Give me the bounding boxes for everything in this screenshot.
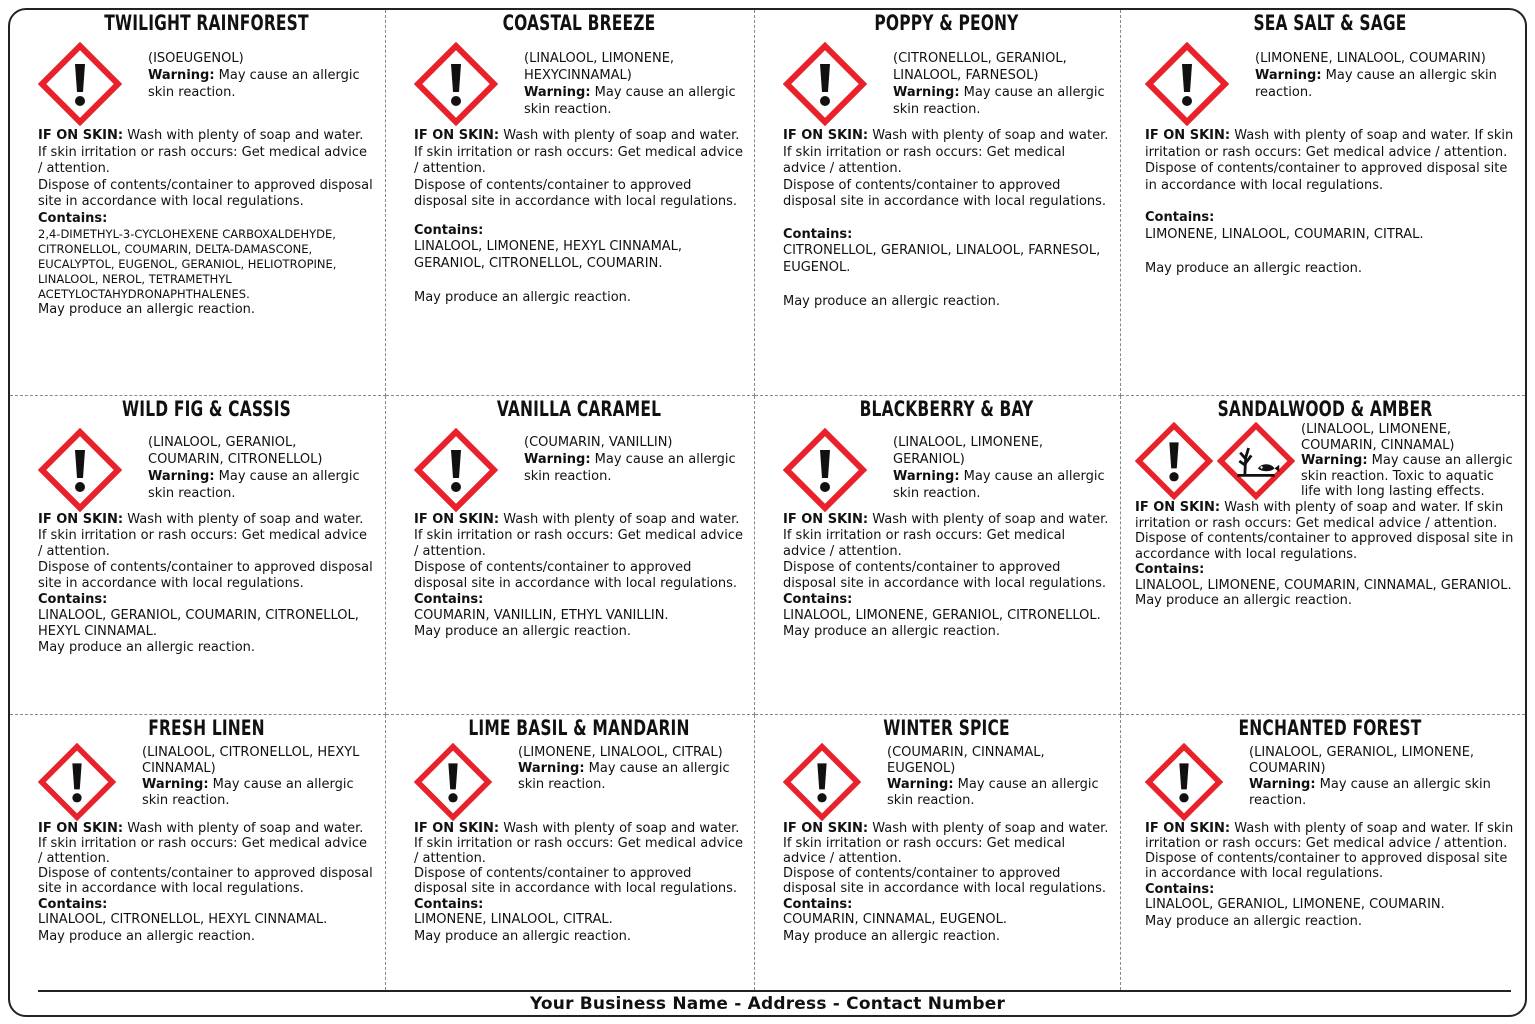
warning-label: Warning:	[893, 85, 960, 100]
label-body	[38, 128, 375, 319]
label-header	[783, 42, 1110, 126]
label-body	[1135, 500, 1515, 609]
warning-label: Warning:	[148, 469, 215, 484]
allergen-list: (LINALOOL, CITRONELLOL, HEXYL CINNAMAL)	[142, 745, 360, 776]
if-on-skin-label: IF ON SKIN:	[783, 512, 869, 527]
warning-label: Warning:	[148, 68, 215, 83]
label-body	[414, 821, 744, 944]
if-on-skin-statement	[414, 128, 744, 178]
if-on-skin-text: Wash with plenty of soap and water. If skin irritation or rash occurs: Get medical advice / attention.	[414, 821, 743, 866]
warning-statement	[1249, 777, 1515, 809]
allergen-list: (ISOEUGENOL)	[148, 51, 244, 66]
ghs-environment-hazard-icon	[1217, 422, 1295, 500]
warning-text: May cause an allergic skin reaction.	[148, 469, 360, 501]
label-sheet	[8, 8, 1527, 1017]
contains-list: LINALOOL, LIMONENE, COUMARIN, CINNAMAL, GERANIOL.	[1135, 577, 1512, 593]
allergic-reaction-note: May produce an allergic reaction.	[1135, 593, 1353, 608]
if-on-skin-statement	[38, 821, 375, 866]
contains-label: Contains:	[38, 210, 108, 226]
if-on-skin-text: Wash with plenty of soap and water. If skin irritation or rash occurs: Get medical advice / attention.	[38, 128, 367, 176]
contains-list: LINALOOL, GERANIOL, LIMONENE, COUMARIN.	[1145, 897, 1445, 912]
disposal-statement: Dispose of contents/container to approved disposal site in accordance with local regulations.	[38, 866, 373, 896]
disposal-statement: Dispose of contents/container to approved disposal site in accordance with local regulations.	[414, 177, 738, 209]
contains-list: LINALOOL, LIMONENE, HEXYL CINNAMAL, GERANIOL, CITRONELLOL, COUMARIN.	[414, 239, 683, 271]
contains-label: Contains:	[1145, 882, 1215, 897]
fragrance-label-7	[755, 396, 1121, 715]
if-on-skin-statement	[38, 512, 375, 560]
if-on-skin-statement	[1135, 500, 1515, 531]
fragrance-label-12	[1121, 715, 1525, 990]
fragrance-label-2	[386, 10, 755, 396]
disposal-statement: Dispose of contents/container to approved disposal site in accordance with local regulations.	[1145, 161, 1508, 193]
if-on-skin-statement	[1145, 821, 1515, 851]
ghs-exclamation-mark-icon	[1145, 743, 1223, 821]
if-on-skin-statement	[414, 512, 744, 560]
label-header	[1145, 743, 1515, 821]
hazard-pictograms	[38, 42, 122, 126]
warning-label: Warning:	[518, 761, 585, 776]
label-grid	[10, 10, 1525, 990]
hazard-statement	[524, 428, 744, 485]
hazard-pictograms	[414, 743, 492, 821]
if-on-skin-label: IF ON SKIN:	[1135, 500, 1221, 515]
contains-label: Contains:	[414, 222, 484, 238]
ghs-exclamation-mark-icon	[414, 743, 492, 821]
hazard-statement	[893, 428, 1110, 502]
if-on-skin-label: IF ON SKIN:	[38, 512, 124, 527]
label-body	[38, 512, 375, 656]
fragrance-label-8	[1121, 396, 1525, 715]
allergic-reaction-note: May produce an allergic reaction.	[1145, 914, 1363, 929]
label-body	[783, 512, 1110, 640]
ghs-exclamation-mark-icon	[1135, 422, 1213, 500]
if-on-skin-label: IF ON SKIN:	[783, 821, 869, 836]
if-on-skin-text: Wash with plenty of soap and water. If skin irritation or rash occurs: Get medical advice / attention.	[783, 821, 1109, 866]
hazard-statement	[1255, 42, 1515, 101]
label-title: TWILIGHT RAINFOREST	[104, 11, 309, 35]
allergen-list: (LIMONENE, LINALOOL, CITRAL)	[518, 745, 723, 760]
ghs-exclamation-mark-icon	[38, 42, 122, 126]
allergen-list: (CITRONELLOL, GERANIOL, LINALOOL, FARNESOL)	[893, 51, 1067, 83]
disposal-statement: Dispose of contents/container to approved disposal site in accordance with local regulations.	[38, 177, 373, 209]
label-body	[414, 128, 744, 307]
ghs-exclamation-mark-icon	[783, 428, 867, 512]
warning-statement	[887, 777, 1110, 809]
contains-label: Contains:	[1145, 210, 1215, 225]
label-title: VANILLA CARAMEL	[496, 397, 662, 421]
hazard-pictograms	[1135, 422, 1295, 500]
warning-label: Warning:	[524, 85, 591, 100]
label-title: ENCHANTED FOREST	[1238, 716, 1422, 740]
if-on-skin-statement	[783, 128, 1110, 178]
if-on-skin-statement	[1145, 128, 1515, 161]
if-on-skin-label: IF ON SKIN:	[414, 821, 500, 836]
allergic-reaction-note: May produce an allergic reaction.	[414, 290, 632, 305]
hazard-statement	[518, 743, 744, 793]
label-header	[38, 42, 375, 126]
hazard-statement	[148, 428, 375, 502]
if-on-skin-statement	[414, 821, 744, 866]
allergic-reaction-note: May produce an allergic reaction.	[1145, 261, 1363, 276]
warning-statement	[524, 84, 744, 118]
if-on-skin-text: Wash with plenty of soap and water. If skin irritation or rash occurs: Get medical advice / attention.	[38, 821, 367, 866]
label-header	[1135, 422, 1515, 500]
contains-list: LINALOOL, GERANIOL, COUMARIN, CITRONELLOL, HEXYL CINNAMAL.	[38, 608, 359, 639]
fragrance-label-9	[10, 715, 386, 990]
contains-list: CITRONELLOL, GERANIOL, LINALOOL, FARNESOL, EUGENOL.	[783, 243, 1101, 275]
allergen-list: (COUMARIN, CINNAMAL, EUGENOL)	[887, 745, 1045, 776]
label-header	[414, 743, 744, 821]
allergen-list: (LIMONENE, LINALOOL, COUMARIN)	[1255, 51, 1486, 66]
if-on-skin-label: IF ON SKIN:	[1145, 128, 1231, 143]
disposal-statement: Dispose of contents/container to approved disposal site in accordance with local regulations.	[38, 560, 373, 591]
allergic-reaction-note: May produce an allergic reaction.	[783, 929, 1001, 944]
label-body	[38, 821, 375, 944]
allergic-reaction-note: May produce an allergic reaction.	[783, 624, 1001, 639]
contains-list: COUMARIN, CINNAMAL, EUGENOL.	[783, 912, 1008, 927]
allergic-reaction-note: May produce an allergic reaction.	[38, 640, 256, 655]
disposal-statement: Dispose of contents/container to approved disposal site in accordance with local regulations.	[414, 866, 738, 896]
label-header	[38, 743, 375, 821]
if-on-skin-statement	[783, 512, 1110, 560]
contains-list: COUMARIN, VANILLIN, ETHYL VANILLIN.	[414, 608, 669, 623]
label-title: LIME BASIL & MANDARIN	[468, 716, 690, 740]
hazard-statement	[1249, 743, 1515, 809]
warning-label: Warning:	[893, 469, 960, 484]
fragrance-label-10	[386, 715, 755, 990]
if-on-skin-label: IF ON SKIN:	[1145, 821, 1231, 836]
ghs-exclamation-mark-icon	[38, 428, 122, 512]
hazard-statement	[524, 42, 744, 118]
label-header	[1145, 42, 1515, 126]
hazard-statement	[893, 42, 1110, 118]
disposal-statement: Dispose of contents/container to approved disposal site in accordance with local regulations.	[783, 560, 1107, 591]
warning-label: Warning:	[887, 777, 954, 792]
contains-label: Contains:	[414, 592, 484, 607]
contains-list: LINALOOL, CITRONELLOL, HEXYL CINNAMAL.	[38, 912, 328, 927]
label-title: WINTER SPICE	[883, 716, 1010, 740]
allergic-reaction-note: May produce an allergic reaction.	[414, 624, 632, 639]
fragrance-label-6	[386, 396, 755, 715]
fragrance-label-3	[755, 10, 1121, 396]
hazard-pictograms	[783, 42, 867, 126]
contains-label: Contains:	[38, 592, 108, 607]
if-on-skin-statement	[783, 821, 1110, 866]
disposal-statement: Dispose of contents/container to approved disposal site in accordance with local regulations.	[1145, 851, 1508, 881]
warning-text: May cause an allergic skin reaction.	[524, 452, 736, 484]
if-on-skin-statement	[38, 128, 375, 178]
hazard-pictograms	[414, 42, 498, 126]
warning-label: Warning:	[142, 777, 209, 792]
warning-text: May cause an allergic skin reaction.	[524, 85, 736, 117]
hazard-pictograms	[1145, 42, 1229, 126]
if-on-skin-text: Wash with plenty of soap and water. If skin irritation or rash occurs: Get medical advice / attention.	[1145, 128, 1514, 160]
contains-label: Contains:	[783, 226, 853, 242]
hazard-pictograms	[1145, 743, 1223, 821]
hazard-statement	[142, 743, 375, 809]
disposal-statement: Dispose of contents/container to approved disposal site in accordance with local regulations.	[1135, 531, 1514, 562]
ghs-exclamation-mark-icon	[414, 428, 498, 512]
ghs-exclamation-mark-icon	[783, 743, 861, 821]
ghs-exclamation-mark-icon	[38, 743, 116, 821]
footer-divider	[38, 990, 1511, 992]
disposal-statement: Dispose of contents/container to approved disposal site in accordance with local regulations.	[783, 866, 1107, 896]
warning-text: May cause an allergic skin reaction.	[893, 469, 1105, 501]
if-on-skin-label: IF ON SKIN:	[38, 821, 124, 836]
contains-list: LIMONENE, LINALOOL, COUMARIN, CITRAL.	[1145, 226, 1424, 242]
fragrance-label-5	[10, 396, 386, 715]
warning-statement	[142, 777, 375, 809]
warning-statement	[1301, 453, 1515, 500]
hazard-pictograms	[783, 428, 867, 512]
label-body	[783, 821, 1110, 944]
allergic-reaction-note: May produce an allergic reaction.	[38, 302, 256, 317]
business-footer: Your Business Name - Address - Contact Number	[529, 994, 1006, 1014]
label-title: WILD FIG & CASSIS	[122, 397, 291, 421]
hazard-pictograms	[783, 743, 861, 821]
hazard-statement	[1301, 422, 1515, 500]
contains-label: Contains:	[783, 897, 853, 912]
allergen-list: (LINALOOL, GERANIOL, LIMONENE, COUMARIN)	[1249, 745, 1475, 776]
warning-text: May cause an allergic skin reaction.	[1255, 68, 1497, 100]
hazard-pictograms	[38, 428, 122, 512]
label-header	[414, 428, 744, 512]
hazard-statement	[887, 743, 1110, 809]
warning-label: Warning:	[1301, 453, 1368, 468]
if-on-skin-text: Wash with plenty of soap and water. If skin irritation or rash occurs: Get medical advice / attention.	[1135, 500, 1504, 531]
hazard-pictograms	[414, 428, 498, 512]
label-header	[783, 743, 1110, 821]
fragrance-label-4	[1121, 10, 1525, 396]
label-header	[38, 428, 375, 512]
label-title: SEA SALT & SAGE	[1253, 11, 1407, 35]
allergen-list: (LINALOOL, LIMONENE, GERANIOL)	[893, 435, 1044, 467]
ghs-exclamation-mark-icon	[1145, 42, 1229, 126]
fragrance-label-1	[10, 10, 386, 396]
warning-label: Warning:	[1255, 68, 1322, 83]
if-on-skin-text: Wash with plenty of soap and water. If skin irritation or rash occurs: Get medical advice / attention.	[414, 512, 743, 559]
ghs-exclamation-mark-icon	[414, 42, 498, 126]
contains-label: Contains:	[783, 592, 853, 607]
contains-list: LINALOOL, LIMONENE, GERANIOL, CITRONELLOL.	[783, 608, 1101, 623]
allergen-list: (COUMARIN, VANILLIN)	[524, 435, 673, 450]
warning-statement	[893, 84, 1110, 118]
contains-label: Contains:	[414, 897, 484, 912]
contains-label: Contains:	[1135, 562, 1205, 577]
warning-text: May cause an allergic skin reaction. Toxic to aquatic life with long lasting effects.	[1301, 453, 1513, 499]
warning-text: May cause an allergic skin reaction.	[142, 777, 354, 808]
label-body	[783, 128, 1110, 311]
label-body	[1145, 821, 1515, 929]
label-header	[414, 42, 744, 126]
if-on-skin-label: IF ON SKIN:	[783, 128, 869, 143]
allergic-reaction-note: May produce an allergic reaction.	[414, 929, 632, 944]
warning-statement	[148, 468, 375, 502]
warning-statement	[524, 451, 744, 485]
warning-text: May cause an allergic skin reaction.	[148, 68, 360, 100]
warning-text: May cause an allergic skin reaction.	[887, 777, 1099, 808]
label-title: COASTAL BREEZE	[502, 11, 656, 35]
disposal-statement: Dispose of contents/container to approved disposal site in accordance with local regulations.	[414, 560, 738, 591]
if-on-skin-label: IF ON SKIN:	[38, 128, 124, 143]
warning-text: May cause an allergic skin reaction.	[1249, 777, 1491, 808]
if-on-skin-label: IF ON SKIN:	[414, 512, 500, 527]
warning-statement	[148, 67, 375, 101]
label-title: SANDALWOOD & AMBER	[1217, 397, 1433, 421]
warning-statement	[518, 761, 744, 793]
label-title: FRESH LINEN	[148, 716, 265, 740]
if-on-skin-text: Wash with plenty of soap and water. If skin irritation or rash occurs: Get medical advice / attention.	[38, 512, 367, 559]
allergic-reaction-note: May produce an allergic reaction.	[783, 294, 1001, 309]
warning-label: Warning:	[524, 452, 591, 467]
label-title: POPPY & PEONY	[874, 11, 1019, 35]
fragrance-label-11	[755, 715, 1121, 990]
hazard-statement	[148, 42, 375, 101]
if-on-skin-text: Wash with plenty of soap and water. If skin irritation or rash occurs: Get medical advice / attention.	[783, 128, 1109, 176]
allergen-list: (LINALOOL, LIMONENE, HEXYCINNAMAL)	[524, 51, 675, 83]
if-on-skin-label: IF ON SKIN:	[414, 128, 500, 143]
ghs-exclamation-mark-icon	[783, 42, 867, 126]
label-body	[414, 512, 744, 640]
if-on-skin-text: Wash with plenty of soap and water. If skin irritation or rash occurs: Get medical advice / attention.	[1145, 821, 1514, 851]
contains-list: 2,4-DIMETHYL-3-CYCLOHEXENE CARBOXALDEHYDE, CITRONELLOL, COUMARIN, DELTA-DAMASCONE, EUCALYPTOL, EUGENOL, GERANIOL, HELIOTROPINE, LINALOOL, NEROL, TETRAMETHYL ACETYLOCTAHYDRONAPHTHALENES.	[38, 227, 337, 301]
disposal-statement: Dispose of contents/container to approved disposal site in accordance with local regulations.	[783, 177, 1107, 209]
contains-list: LIMONENE, LINALOOL, CITRAL.	[414, 912, 613, 927]
label-body	[1145, 128, 1515, 278]
warning-statement	[893, 468, 1110, 502]
warning-text: May cause an allergic skin reaction.	[518, 761, 730, 792]
if-on-skin-text: Wash with plenty of soap and water. If skin irritation or rash occurs: Get medical advice / attention.	[414, 128, 743, 176]
label-title: BLACKBERRY & BAY	[859, 397, 1034, 421]
if-on-skin-text: Wash with plenty of soap and water. If skin irritation or rash occurs: Get medical advice / attention.	[783, 512, 1109, 559]
allergen-list: (LINALOOL, GERANIOL, COUMARIN, CITRONELLOL)	[148, 435, 323, 467]
warning-statement	[1255, 67, 1515, 101]
allergen-list: (LINALOOL, LIMONENE, COUMARIN, CINNAMAL)	[1301, 422, 1455, 453]
allergic-reaction-note: May produce an allergic reaction.	[38, 929, 256, 944]
warning-text: May cause an allergic skin reaction.	[893, 85, 1105, 117]
warning-label: Warning:	[1249, 777, 1316, 792]
contains-label: Contains:	[38, 897, 108, 912]
hazard-pictograms	[38, 743, 116, 821]
label-header	[783, 428, 1110, 512]
